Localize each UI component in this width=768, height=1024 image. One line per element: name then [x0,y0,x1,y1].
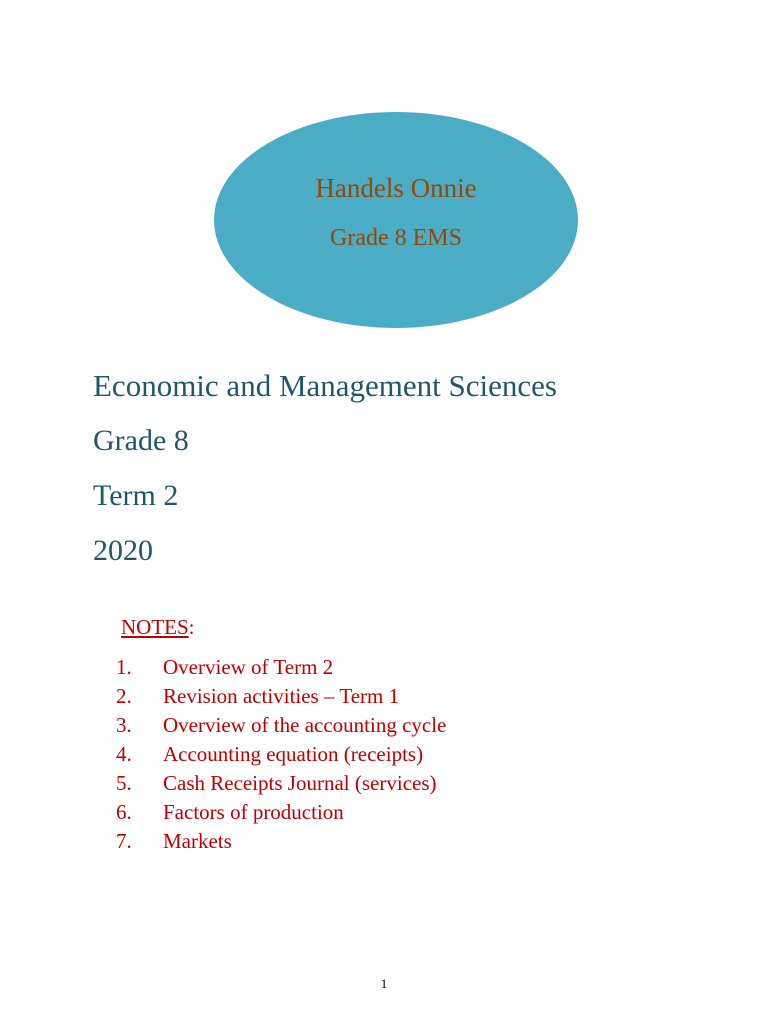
notes-list-item [116,682,446,711]
notes-list-item [116,769,446,798]
notes-label [121,612,195,642]
notes-item-number: 7. [116,829,132,853]
notes-list-item [116,740,446,769]
notes-list-item [116,711,446,740]
notes-label-colon: : [188,615,195,639]
notes-item-text: Overview of Term 2 [163,655,334,679]
notes-item-number: 3. [116,713,132,737]
badge-title: Handels Onnie [315,173,477,203]
notes-item-number: 4. [116,742,132,766]
notes-item-text: Factors of production [163,800,344,824]
subject-heading: Economic and Management Sciences [93,368,557,403]
notes-item-number: 5. [116,771,132,795]
notes-item-text: Accounting equation (receipts) [163,742,424,766]
badge-subtitle: Grade 8 EMS [330,225,462,251]
grade-heading: Grade 8 [93,424,189,457]
notes-item-text: Overview of the accounting cycle [163,713,447,737]
title-ellipse [214,112,578,328]
notes-item-number: 6. [116,800,132,824]
notes-list [116,653,446,856]
notes-item-text: Cash Receipts Journal (services) [163,771,437,795]
page-number: 1 [380,976,388,991]
year-heading: 2020 [93,534,153,567]
notes-item-text: Revision activities – Term 1 [163,684,400,708]
notes-item-text: Markets [163,829,232,853]
notes-list-item [116,653,446,682]
term-heading: Term 2 [93,479,179,512]
notes-label-text: NOTES [121,615,189,639]
notes-item-number: 1. [116,655,132,679]
notes-list-item [116,827,446,856]
notes-item-number: 2. [116,684,132,708]
notes-list-item [116,798,446,827]
